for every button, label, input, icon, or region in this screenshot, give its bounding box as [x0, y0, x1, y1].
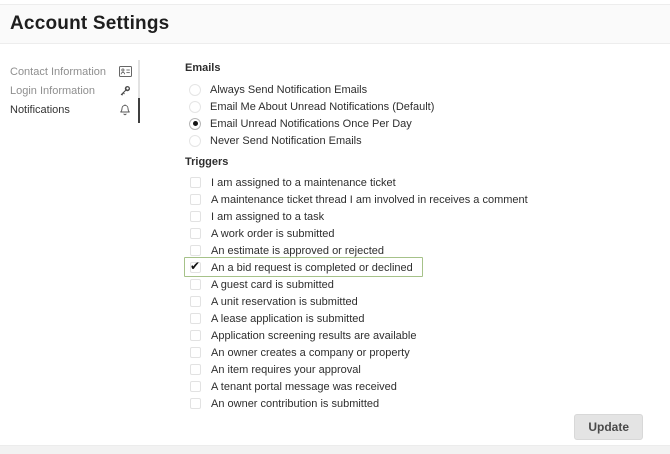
- contact-card-icon: [118, 66, 132, 77]
- bell-icon: [118, 104, 132, 116]
- checkbox-option[interactable]: [185, 225, 335, 242]
- checkbox-option[interactable]: [185, 327, 416, 344]
- checkbox-option-label: An owner contribution is submitted: [211, 397, 380, 410]
- checkbox-option[interactable]: [185, 395, 379, 412]
- radio-input[interactable]: [189, 118, 201, 130]
- checkbox-input[interactable]: [190, 177, 201, 188]
- radio-option-label: Email Unread Notifications Once Per Day: [210, 117, 412, 130]
- checkbox-option-label: An a bid request is completed or declined: [211, 261, 413, 274]
- checkbox-option[interactable]: [185, 361, 361, 378]
- radio-option-label: Always Send Notification Emails: [210, 83, 368, 96]
- checkbox-option-label: An estimate is approved or rejected: [211, 244, 385, 257]
- triggers-section: [185, 156, 528, 412]
- radio-option-never-send[interactable]: [185, 132, 362, 149]
- emails-section-label: Emails: [185, 62, 221, 74]
- checkbox-option[interactable]: [185, 208, 324, 225]
- checkbox-option-label: A unit reservation is submitted: [211, 295, 358, 308]
- update-button[interactable]: Update: [574, 414, 643, 440]
- sidebar-item-contact-information[interactable]: [10, 62, 132, 81]
- radio-option-unread-default[interactable]: [185, 98, 434, 115]
- radio-option-once-per-day[interactable]: [185, 115, 412, 132]
- checkbox-option[interactable]: [185, 191, 528, 208]
- triggers-section-label: Triggers: [185, 156, 229, 168]
- checkbox-input[interactable]: [190, 262, 201, 273]
- page-header: [0, 4, 670, 44]
- checkbox-input[interactable]: [190, 313, 201, 324]
- sidebar-item-label: Notifications: [10, 103, 70, 116]
- checkbox-option[interactable]: [185, 344, 410, 361]
- checkbox-input[interactable]: [190, 347, 201, 358]
- checkbox-option[interactable]: [185, 276, 334, 293]
- checkbox-option[interactable]: [185, 242, 384, 259]
- checkbox-option-label: A tenant portal message was received: [211, 380, 397, 393]
- checkbox-input[interactable]: [190, 398, 201, 409]
- sidebar-item-label: Login Information: [10, 84, 95, 97]
- checkbox-option-label: A maintenance ticket thread I am involved in receives a comment: [211, 193, 528, 206]
- page-title: Account Settings: [10, 13, 170, 34]
- checkbox-input[interactable]: [190, 330, 201, 341]
- notification-settings-panel: [185, 62, 528, 412]
- radio-option-always-send[interactable]: [185, 81, 367, 98]
- bottom-strip: [0, 445, 670, 454]
- sidebar-item-login-information[interactable]: [10, 81, 132, 100]
- radio-input[interactable]: [189, 135, 201, 147]
- radio-option-label: Email Me About Unread Notifications (Default): [210, 100, 435, 113]
- checkbox-input[interactable]: [190, 228, 201, 239]
- settings-sidebar: [10, 62, 132, 119]
- checkbox-option-bid-request[interactable]: [185, 259, 413, 276]
- checkbox-option[interactable]: [185, 310, 364, 327]
- checkbox-option[interactable]: [185, 293, 358, 310]
- checkbox-option-label: A work order is submitted: [211, 227, 335, 240]
- sidebar-item-notifications[interactable]: [10, 100, 132, 119]
- checkbox-option[interactable]: [185, 378, 397, 395]
- key-icon: [118, 85, 132, 97]
- checkbox-input[interactable]: [190, 245, 201, 256]
- radio-input[interactable]: [189, 101, 201, 113]
- checkbox-input[interactable]: [190, 296, 201, 307]
- checkbox-option-label: An item requires your approval: [211, 363, 361, 376]
- checkbox-option-label: A lease application is submitted: [211, 312, 365, 325]
- checkbox-input[interactable]: [190, 211, 201, 222]
- checkbox-option-label: Application screening results are available: [211, 329, 417, 342]
- checkbox-input[interactable]: [190, 194, 201, 205]
- checkbox-option-label: I am assigned to a maintenance ticket: [211, 176, 396, 189]
- radio-option-label: Never Send Notification Emails: [210, 134, 362, 147]
- checkbox-option-label: An owner creates a company or property: [211, 346, 410, 359]
- checkbox-input[interactable]: [190, 279, 201, 290]
- radio-input[interactable]: [189, 84, 201, 96]
- checkbox-input[interactable]: [190, 381, 201, 392]
- sidebar-item-label: Contact Information: [10, 65, 106, 78]
- checkbox-input[interactable]: [190, 364, 201, 375]
- checkbox-option-label: A guest card is submitted: [211, 278, 334, 291]
- emails-section: [185, 62, 528, 149]
- checkbox-option-label: I am assigned to a task: [211, 210, 325, 223]
- checkbox-option[interactable]: [185, 174, 396, 191]
- sidebar-active-indicator: [138, 98, 140, 123]
